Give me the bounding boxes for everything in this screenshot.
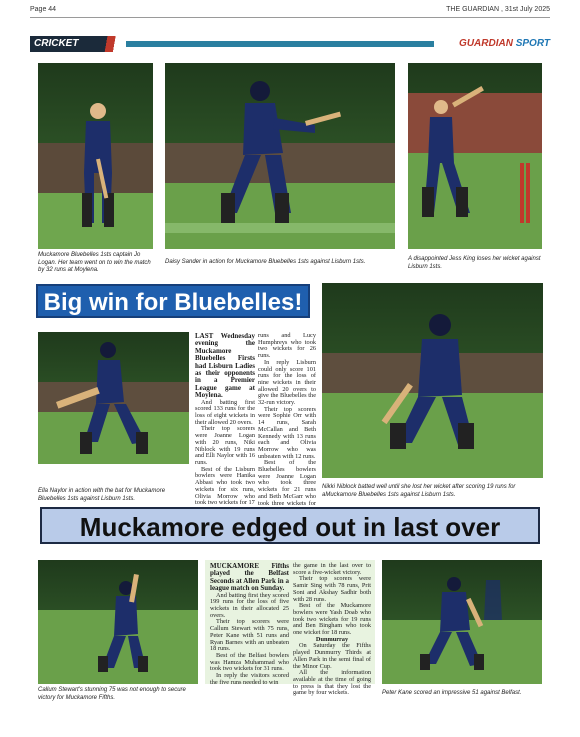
photo-daisy-sander <box>165 63 395 249</box>
story2-paragraph: the game in the last over to score a five-wicket victory. <box>293 562 371 576</box>
headline-big-win: Big win for Bluebelles! <box>36 284 310 318</box>
story2-paragraph: Best of the Muckamore bowlers were Yash Doab who took two wickets for 19 runs and Ben Bingham who took one wicket for 18 runs. <box>293 602 371 637</box>
photo-callum-stewart <box>38 560 198 684</box>
caption-daisy-sander: Daisy Sander in action for Muckamore Bluebelles 1sts against Lisburn 1sts. <box>165 259 366 265</box>
story2-paragraph: Their top scorers were Samir Sing with 78 runs, Prit Soni and Akshay Sadhir both with 28 runs. <box>293 575 371 603</box>
masthead: THE GUARDIAN , 31st July 2025 <box>446 6 550 13</box>
caption-ella-naylor: Ella Naylor in action with the bat for Muckamore Bluebelles 1sts against Lisburn 1sts. <box>38 488 166 502</box>
caption-peter-kane: Peter Kane scored an impressive 51 against Belfast. <box>382 690 522 696</box>
story1-lead: LAST Wednesday evening the Muckamore Bluebelles Firsts had Lisburn Ladies as their opponents in a Premier League game at Moylena. <box>195 332 255 400</box>
photo-jo-logan <box>38 63 153 249</box>
section-wedge-icon <box>96 36 126 52</box>
headline-muckamore-edged-out: Muckamore edged out in last over <box>40 507 540 544</box>
story2-paragraph: Best of the Belfast bowlers was Hamza Muhammad who took two wickets for 31 runs. <box>210 651 289 673</box>
brand-secondary: SPORT <box>515 38 550 49</box>
story2-paragraph: Their top scorers were Callum Stewart with 75 runs, Peter Kane with 51 runs and Ryan Barnes with an unbeaten 18 runs. <box>210 618 289 653</box>
story1-paragraph: Their top scorers were Joanne Logan with 20 runs, Niki Niblock with 19 runs and Elli Naylor with 16 runs. <box>195 425 255 466</box>
brand-logo <box>434 36 550 52</box>
section-banner <box>30 36 550 52</box>
story1-column-2 <box>258 333 316 514</box>
caption-jo-logan: Muckamore Bluebelles 1sts captain Jo Logan. Her team went on to win the match by 32 runs at Moylena. <box>38 252 151 273</box>
caption-jess-king: A disappointed Jess King loses her wicket against Lisburn 1sts. <box>408 256 541 270</box>
story2-paragraph: On Saturday the Fifths played Dunmurry Thirds at Allen Park in the semi final of the Minor Cup. <box>293 642 371 670</box>
story1-paragraph: Best of the Bluebelles bowlers were Joanne Logan who took three wickets for 21 runs and Beth McGarr who took three wickets for <box>258 459 316 507</box>
story2-textbox <box>205 560 375 697</box>
story2-column-2 <box>293 563 371 697</box>
story2-lead: MUCKAMORE Fifths played the Belfast Seconds at Allen Park in a league match on Sunday. <box>210 562 289 593</box>
story1-paragraph: Their top scorers were Sophie Orr with 14 runs, Sarah McCallan and Beth Kennedy with 13 runs each and Olivia Morrow who was unbeaten with 12 runs. <box>258 405 316 460</box>
caption-callum-stewart: Callum Stewart's stunning 75 was not enough to secure victory for Muckamore Fifths. <box>38 687 186 701</box>
photo-jess-king <box>408 63 542 249</box>
photo-nikki-niblock <box>322 283 543 478</box>
story2-paragraph: In reply the visitors scored the five runs needed to win <box>210 672 289 686</box>
story2-paragraph: And batting first they scored 199 runs for the loss of five wickets in their allocated 25 overs. <box>210 591 289 619</box>
story1-column-1 <box>195 333 255 507</box>
header-rule <box>30 17 550 18</box>
story1-paragraph: And batting first scored 133 runs for the loss of eight wickets in their allowed 20 overs. <box>195 398 255 426</box>
story1-paragraph: In reply Lisburn could only score 101 runs for the loss of nine wickets in their allowed 20 overs to give the Bluebelles the 32-run victory. <box>258 358 316 407</box>
story2-subhead: Dunmurray <box>315 635 349 643</box>
story2-paragraph: All the information available at the time of going to press is that they lost the game by four wickets. <box>293 669 371 697</box>
caption-nikki-niblock: Nikki Niblock batted well until she lost her wicket after scoring 19 runs for aMuckamore Bluebelles 1sts against Lisburn 1sts. <box>322 484 516 498</box>
brand-primary: GUARDIAN <box>459 38 513 49</box>
story1-paragraph: Best of the Lisburn bowlers were Hanika Abbasi who took two wickets for six runs, Olivia Morrow who took two wickets for 17 <box>195 465 255 507</box>
photo-ella-naylor <box>38 332 189 464</box>
photo-peter-kane <box>382 560 542 684</box>
story1-paragraph: runs and Lucy Humphreys who took two wickets for 26 runs. <box>258 332 316 360</box>
section-strip <box>126 41 456 47</box>
section-name: CRICKET <box>30 36 100 52</box>
page-number: Page 44 <box>30 6 57 13</box>
story2-column-1 <box>210 563 289 686</box>
